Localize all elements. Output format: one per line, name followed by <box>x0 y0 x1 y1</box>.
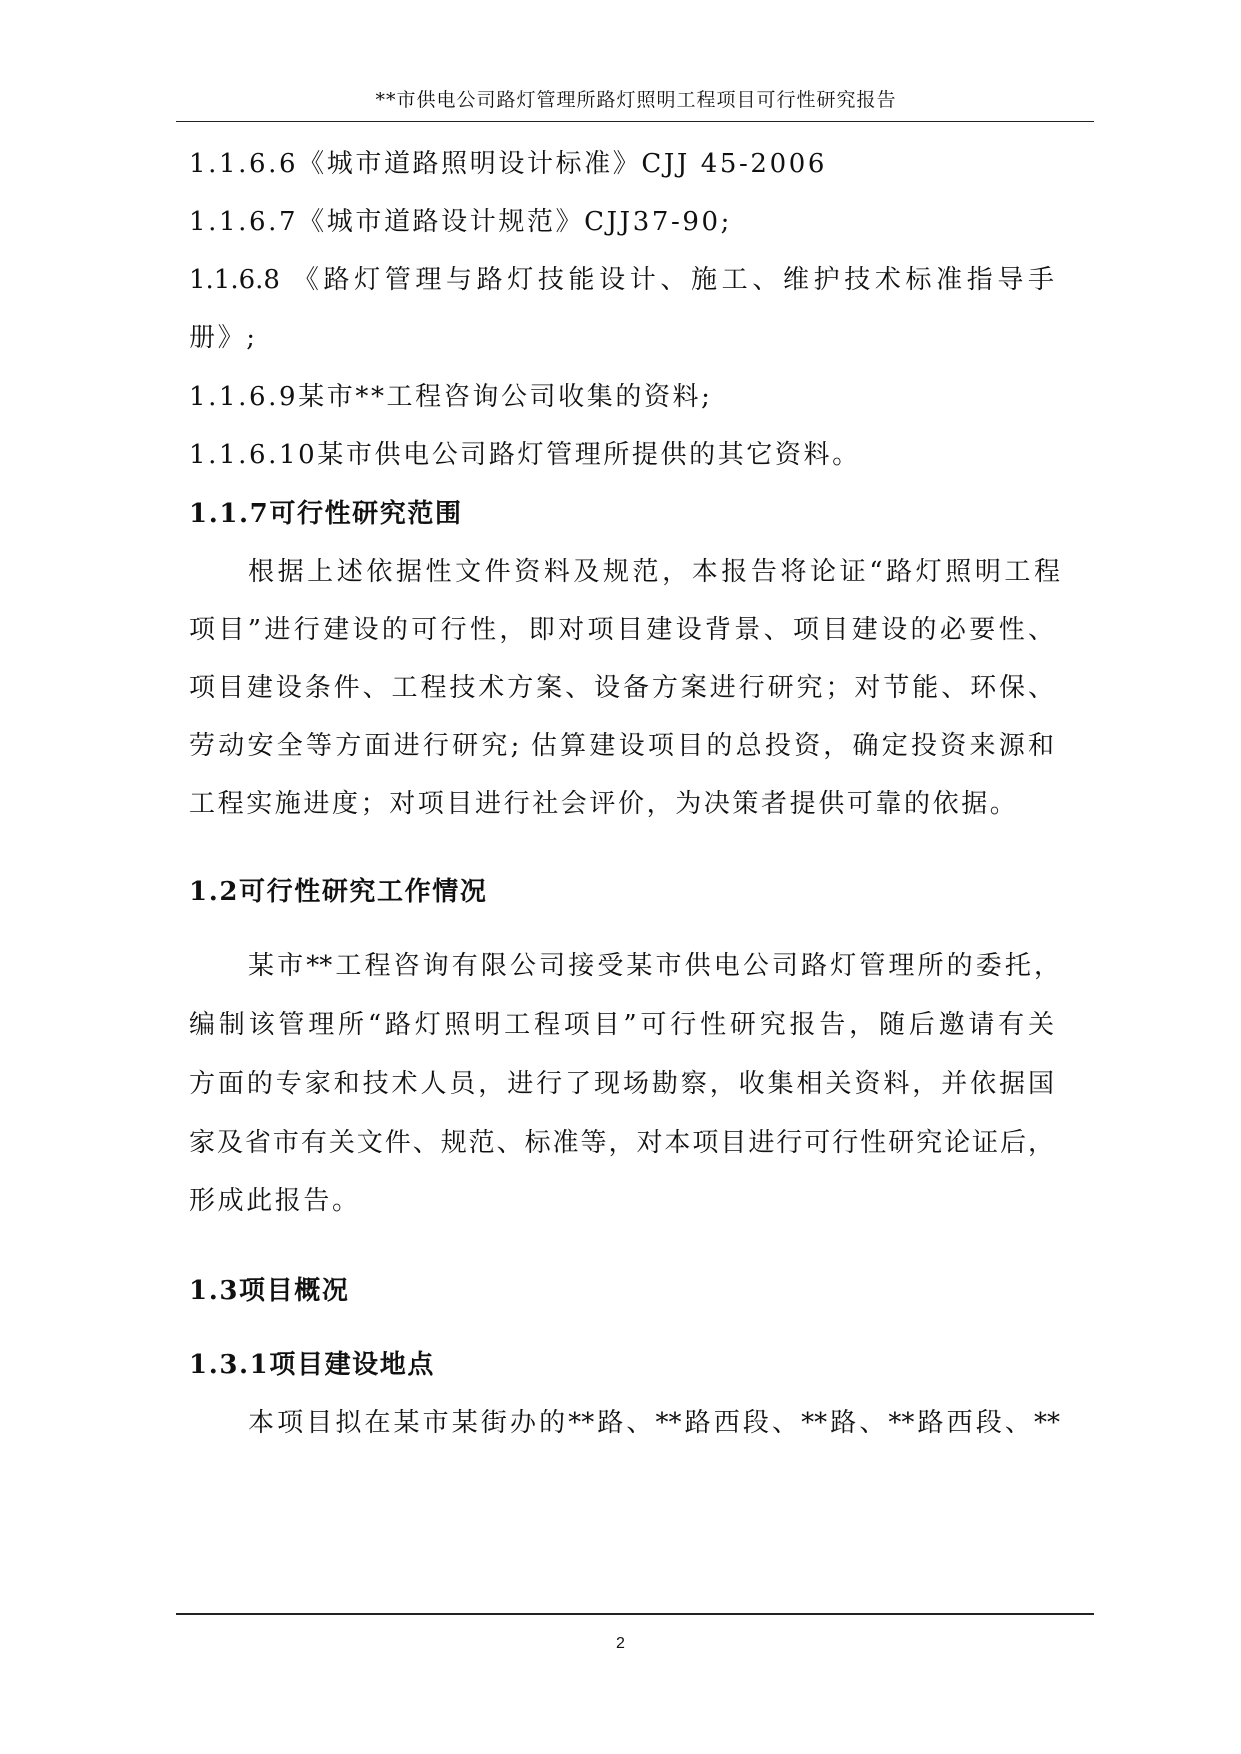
paragraph-line: 劳动安全等方面进行研究; 估算建设项目的总投资，确定投资来源和 <box>189 731 1054 761</box>
paragraph-line: 编制该管理所“路灯照明工程项目”可行性研究报告，随后邀请有关 <box>189 1010 1054 1040</box>
paragraph-line: 项目”进行建设的可行性，即对项目建设背景、项目建设的必要性、 <box>189 615 1054 645</box>
section-heading: 1.1.7可行性研究范围 <box>189 499 463 529</box>
paragraph-line: 项目建设条件、工程技术方案、设备方案进行研究；对节能、环保、 <box>189 673 1054 703</box>
section-heading: 1.3.1项目建设地点 <box>189 1350 435 1380</box>
paragraph-line: 家及省市有关文件、规范、标准等，对本项目进行可行性研究论证后， <box>189 1128 1054 1158</box>
page-number: 2 <box>616 1635 625 1652</box>
reference-line: 1.1.6.8 《路灯管理与路灯技能设计、施工、维护技术标准指导手 <box>189 265 1054 295</box>
section-heading: 1.2可行性研究工作情况 <box>189 877 488 907</box>
paragraph-line: 形成此报告。 <box>189 1186 361 1216</box>
running-header: **市供电公司路灯管理所路灯照明工程项目可行性研究报告 <box>375 89 897 111</box>
paragraph-line: 本项目拟在某市某街办的**路、**路西段、**路、**路西段、** <box>248 1408 1060 1438</box>
reference-line: 1.1.6.6《城市道路照明设计标准》CJJ 45-2006 <box>189 149 828 179</box>
paragraph-line: 某市**工程咨询有限公司接受某市供电公司路灯管理所的委托， <box>248 951 1060 981</box>
header-divider <box>176 121 1094 122</box>
section-heading: 1.3项目概况 <box>189 1276 350 1306</box>
reference-line: 1.1.6.10某市供电公司路灯管理所提供的其它资料。 <box>189 440 861 470</box>
reference-line: 册》; <box>189 323 258 353</box>
paragraph-line: 根据上述依据性文件资料及规范，本报告将论证“路灯照明工程 <box>248 557 1060 587</box>
paragraph-line: 方面的专家和技术人员，进行了现场勘察，收集相关资料，并依据国 <box>189 1069 1054 1099</box>
reference-line: 1.1.6.9某市**工程咨询公司收集的资料; <box>189 382 713 412</box>
paragraph-line: 工程实施进度；对项目进行社会评价，为决策者提供可靠的依据。 <box>189 789 1019 819</box>
footer-divider <box>176 1613 1094 1615</box>
reference-line: 1.1.6.7《城市道路设计规范》CJJ37-90; <box>189 207 733 237</box>
